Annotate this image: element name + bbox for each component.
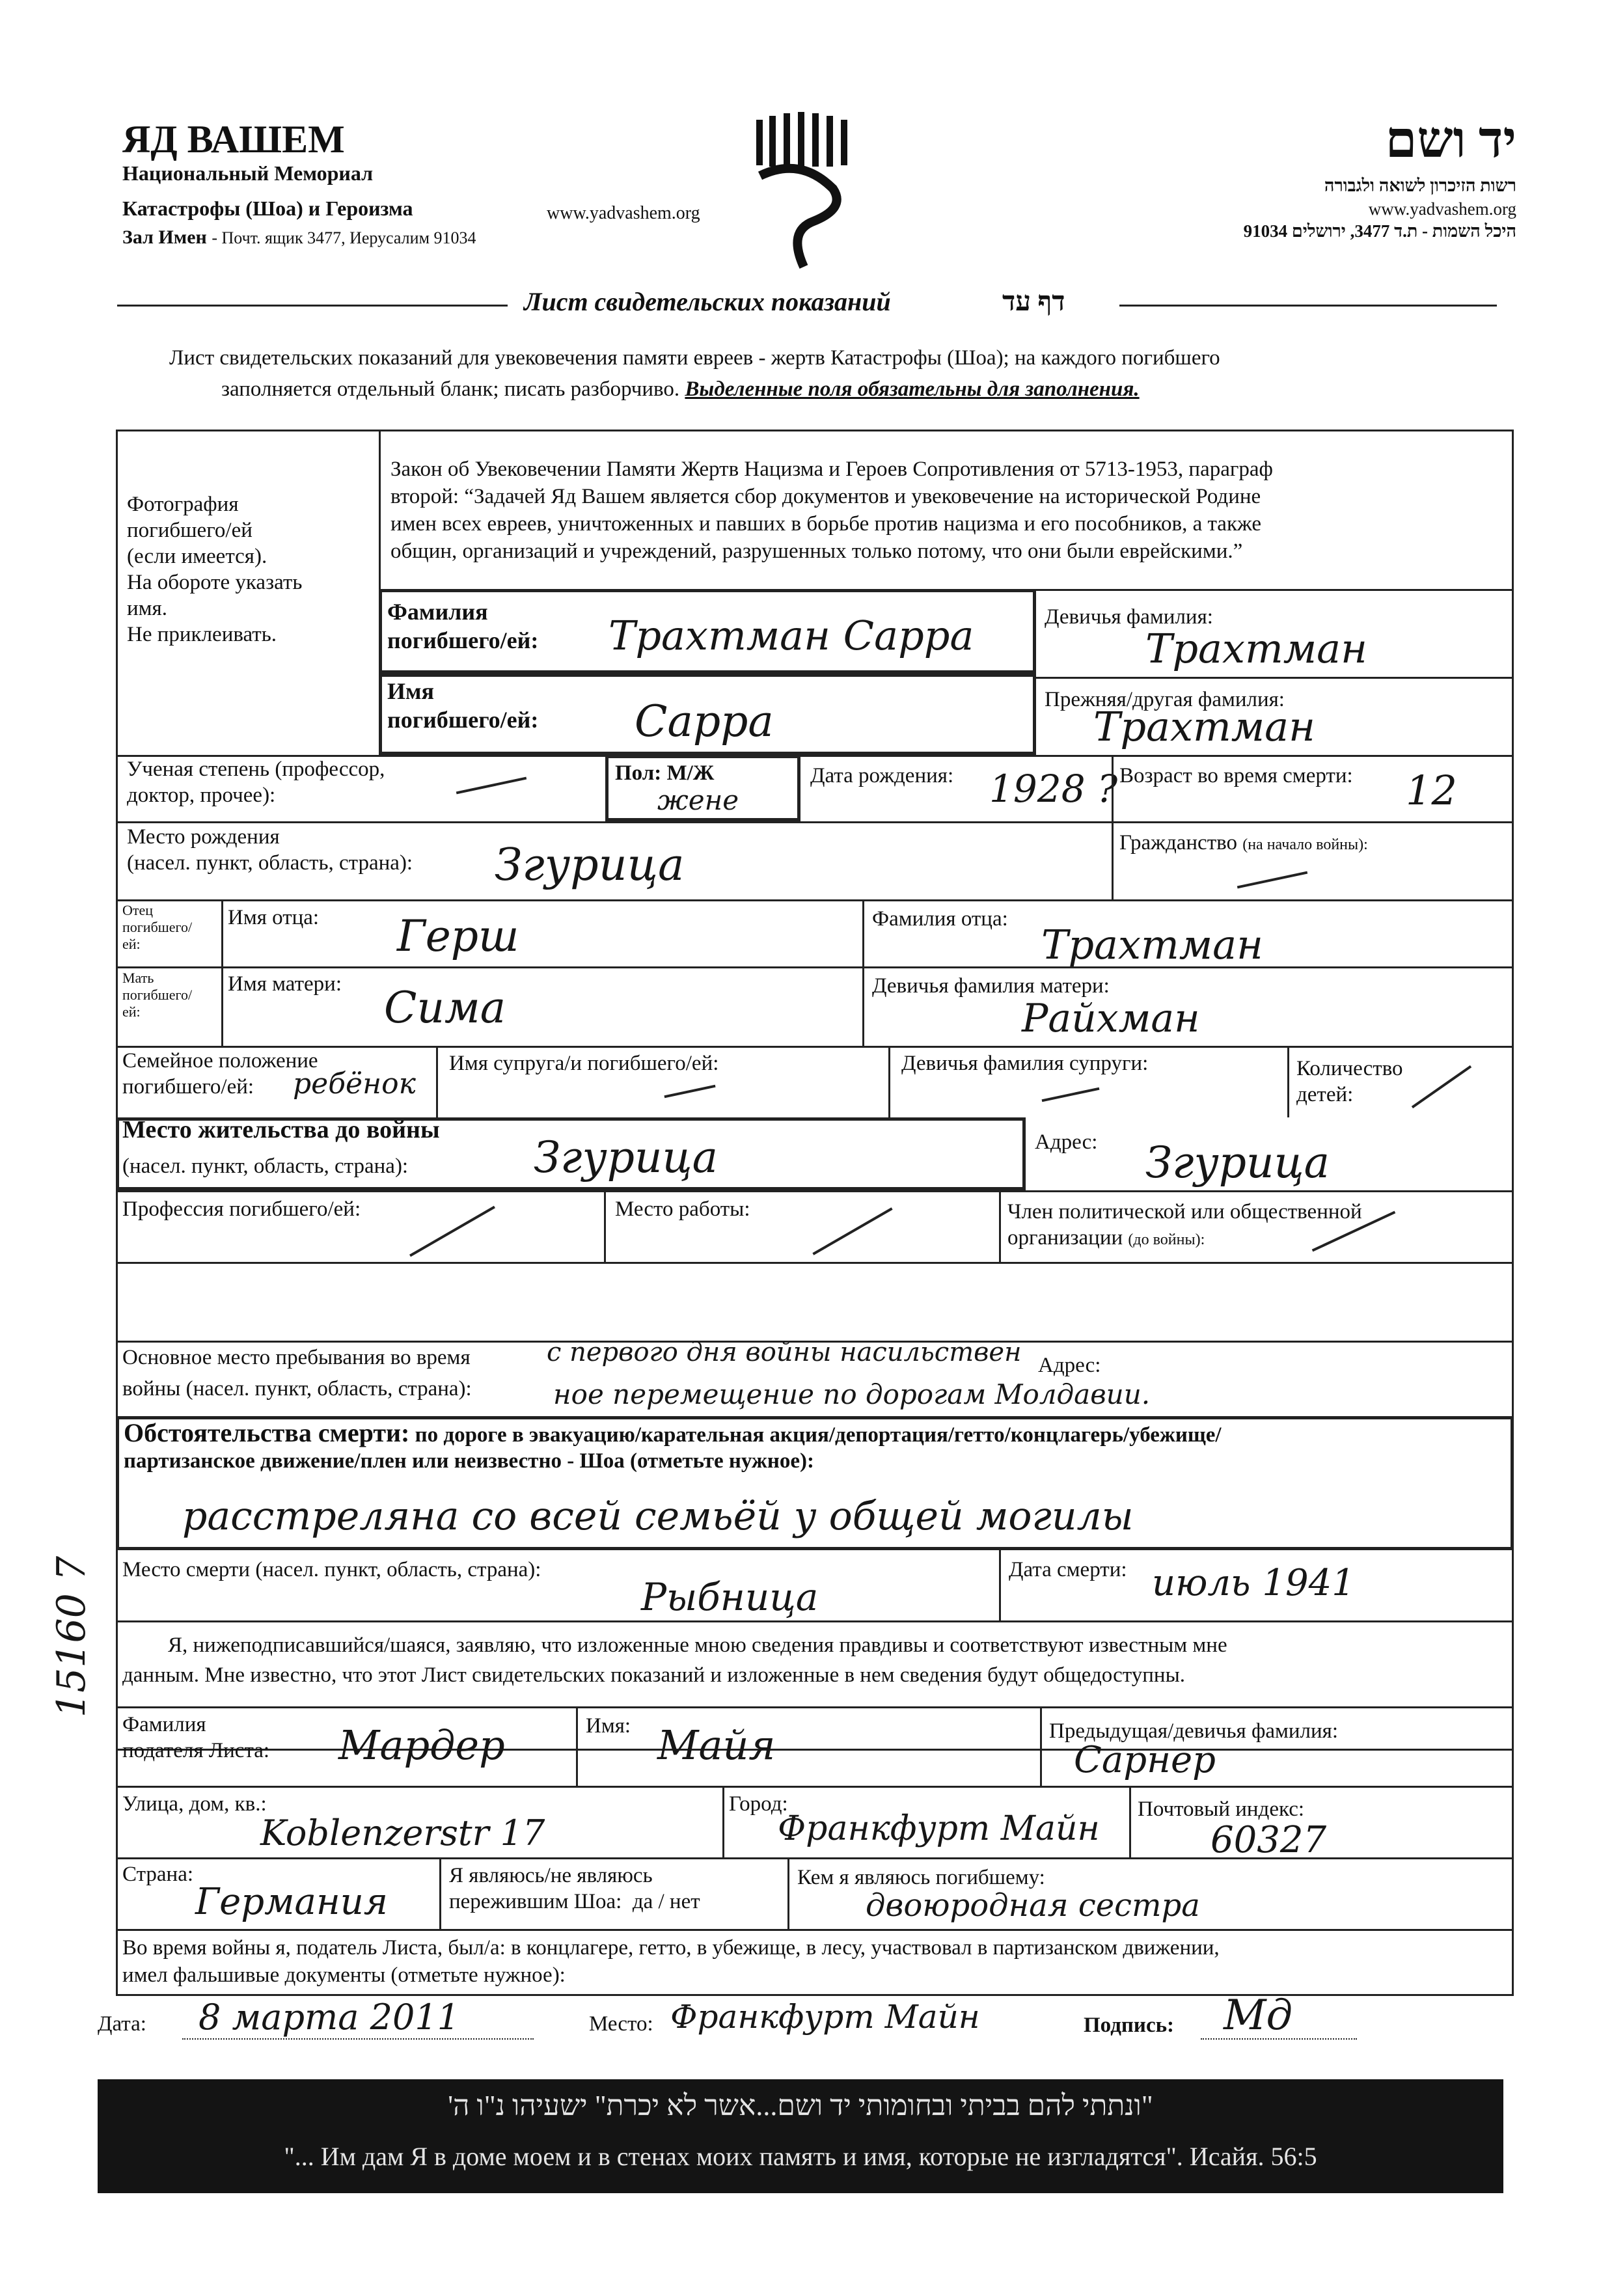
signature-underline: [1201, 2038, 1357, 2040]
wartime-label: Основное место пребывания во время войны (насел. пункт, область, страна):: [122, 1346, 472, 1401]
row-rule-4: [116, 899, 1514, 901]
he-line-1: רשות הזיכרון לשואה ולגבורה: [1324, 176, 1516, 195]
marital-value[interactable]: ребёнок: [293, 1067, 416, 1100]
death-date-label: Дата смерти:: [1009, 1558, 1127, 1581]
residence-value[interactable]: Згурица: [534, 1132, 718, 1182]
country-label: Страна:: [122, 1863, 194, 1886]
sub-rule-1: [116, 1786, 1514, 1788]
circumstances-label: Обстоятельства смерти: по дороге в эвакуацию/карательная акция/депортация/гетто/концлагерь/убежище/ партизанское движение/плен или неизвестно - Шоа (отметьте нужное):: [124, 1418, 1222, 1473]
work-divider: [604, 1190, 606, 1262]
maiden-name-value[interactable]: Трахтман: [1145, 625, 1367, 672]
submitter-surname-label: Фамилия подателя Листа:: [122, 1713, 270, 1762]
org-address-ru: - Почт. ящик 3477, Иерусалим 91034: [212, 228, 476, 247]
residence-label: Место жительства до войны: [122, 1116, 440, 1143]
father-surname-label: Фамилия отца:: [872, 907, 1008, 931]
father-side-divider: [221, 899, 223, 1046]
prev-surname-value[interactable]: Трахтман: [1093, 703, 1315, 750]
residence-sub-label: (насел. пункт, область, страна):: [122, 1155, 409, 1178]
victim-surname-label: Фамилия погибшего/ей:: [387, 599, 539, 653]
spouse-name-label: Имя супруга/и погибшего/ей:: [449, 1052, 719, 1075]
org-name-ru: ЯД ВАШЕМ: [122, 118, 345, 161]
row-rule-5: [116, 966, 1514, 968]
victim-surname-value[interactable]: Трахтман Сарра: [609, 612, 974, 659]
relation-value[interactable]: двоюродная сестра: [866, 1887, 1200, 1924]
submitter-surname-value[interactable]: Мардер: [338, 1721, 505, 1769]
zip-divider: [1129, 1786, 1131, 1857]
org-line-3: [122, 226, 476, 249]
signature-label: Подпись:: [1084, 2014, 1175, 2037]
hall-of-names: Зал Имен: [122, 226, 207, 248]
url-left[interactable]: www.yadvashem.org: [547, 203, 700, 223]
org-line-1: Национальный Мемориал: [122, 161, 374, 185]
spouse-maiden-divider: [888, 1046, 890, 1117]
citizenship-label: Гражданство (на начало войны):: [1119, 831, 1368, 854]
citizenship-divider: [1112, 821, 1114, 899]
death-date-value[interactable]: июль 1941: [1152, 1562, 1355, 1604]
country-value[interactable]: Германия: [195, 1881, 388, 1923]
banner-hebrew: "ונתתי להם בביתי ובחומותי יד ושם...אשר לא יכרת" ישעיהו נ"ו ה': [448, 2090, 1153, 2122]
birthplace-label: Место рождения (насел. пункт, область, страна):: [127, 825, 413, 875]
zip-value[interactable]: 60327: [1210, 1819, 1327, 1861]
row-rule-3: [116, 821, 1514, 823]
row-rule-7: [116, 1190, 1514, 1192]
street-label: Улица, дом, кв.:: [122, 1792, 267, 1816]
survivor-options[interactable]: да / нет: [632, 1890, 700, 1913]
submitter-name-divider: [576, 1706, 578, 1786]
profession-label: Профессия погибшего/ей:: [122, 1197, 361, 1221]
relation-divider: [787, 1857, 789, 1929]
war-status-text: Во время войны я, податель Листа, был/а: в концлагере, гетто, в убежище, в лесу, участвовал в партизанском движении, имел фальшивые документы (отметьте нужное):: [122, 1936, 1220, 1987]
relation-label: Кем я являюсь погибшему:: [797, 1866, 1045, 1889]
submitter-name-label: Имя:: [586, 1714, 631, 1738]
address-value[interactable]: Згурица: [1145, 1138, 1330, 1188]
sex-label: Пол: М/Ж: [615, 761, 715, 785]
member-label: Член политической или общественной организации (до войны):: [1007, 1200, 1362, 1250]
row-rule-1: [1036, 677, 1514, 679]
age-divider: [1112, 755, 1114, 821]
age-value[interactable]: 12: [1406, 767, 1457, 814]
date-label: Дата:: [98, 2012, 146, 2036]
mother-side-label: Мать погибшего/ ей:: [122, 970, 193, 1020]
street-value[interactable]: Koblenzerstr 17: [260, 1812, 545, 1853]
father-name-label: Имя отца:: [228, 906, 320, 929]
father-name-value[interactable]: Герш: [397, 911, 519, 961]
signature-value[interactable]: Мд: [1224, 1991, 1293, 2040]
children-divider: [1287, 1046, 1289, 1117]
mother-maiden-label: Девичья фамилия матери:: [872, 974, 1110, 998]
marital-label: Семейное положение погибшего/ей:: [122, 1049, 318, 1099]
row-rule-8: [116, 1262, 1514, 1264]
survivor-label: Я являюсь/не являюсь пережившим Шоа: да / нет: [449, 1864, 700, 1913]
death-place-value[interactable]: Рыбница: [641, 1575, 819, 1619]
mother-name-value[interactable]: Сима: [384, 983, 506, 1033]
law-text: Закон об Увековечении Памяти Жертв Нацизма и Героев Сопротивления от 5713-1953, параграф второй: “Задачей Яд Вашем является сбор документов и увековечение на исторической Родине имен всех евреев, уничтоженных и павших в борьбе против нацизма и его пособников, а также общин, организаций и учреждений, разрушенных только потому, что они были еврейскими.”: [390, 458, 1273, 563]
sub-rule-2: [116, 1857, 1514, 1859]
date-value[interactable]: 8 марта 2011: [198, 1997, 460, 2038]
declaration-text: Я, нижеподписавшийся/шаяся, заявляю, что изложенные мною сведения правдивы и соответствуют известным мне данным. Мне известно, что этот Лист свидетельских показаний и изложенные в нем сведения будут общедоступны.: [122, 1633, 1227, 1687]
zip-label: Почтовый индекс:: [1138, 1797, 1305, 1821]
date-underline: [182, 2038, 534, 2040]
maiden-name-label: Девичья фамилия:: [1045, 605, 1213, 629]
children-label: Количество детей:: [1296, 1057, 1403, 1106]
place-value[interactable]: Франкфурт Майн: [670, 1998, 980, 2036]
row-rule-6: [116, 1046, 1514, 1048]
city-value[interactable]: Франкфурт Майн: [778, 1809, 1100, 1848]
death-place-label: Место смерти (насел. пункт, область, страна):: [122, 1558, 541, 1581]
row-rule-10: [116, 1620, 1514, 1622]
yad-vashem-logo: [755, 111, 853, 273]
victim-name-label: Имя погибшего/ей:: [387, 678, 539, 733]
title-rule-right: [1119, 305, 1497, 307]
intro-line-1: Лист свидетельских показаний для увековечения памяти евреев - жертв Катастрофы (Шоа); на каждого погибшего: [169, 346, 1220, 370]
title-rule-left: [117, 305, 508, 307]
city-label: Город:: [729, 1792, 788, 1816]
dob-value[interactable]: 1928 ?: [989, 767, 1118, 811]
place-label: Место:: [589, 2012, 653, 2036]
death-date-divider: [999, 1550, 1001, 1620]
submitter-prev-label: Предыдущая/девичья фамилия:: [1049, 1719, 1339, 1743]
sub-rule-3: [116, 1929, 1514, 1931]
intro-line-2: [221, 376, 1140, 402]
address-label: Адрес:: [1035, 1130, 1098, 1154]
url-right[interactable]: www.yadvashem.org: [1368, 199, 1516, 219]
spouse-maiden-label: Девичья фамилия супруги:: [901, 1052, 1149, 1075]
org-name-he: יד ושם: [1385, 111, 1516, 168]
submitter-name-value[interactable]: Майя: [657, 1721, 776, 1769]
degree-label: Ученая степень (профессор, доктор, прочее):: [127, 758, 385, 807]
survivor-divider: [439, 1857, 441, 1929]
submitter-prev-value[interactable]: Сарнер: [1074, 1739, 1216, 1781]
work-label: Место работы:: [615, 1197, 750, 1221]
org-line-2: Катастрофы (Шоа) и Героизма: [122, 197, 413, 220]
father-side-label: Отец погибшего/ ей:: [122, 902, 193, 952]
intro-text: заполняется отдельный бланк; писать разборчиво.: [221, 377, 680, 401]
he-line-2: היכל השמות - ת.ד 3477, ירושלים 91034: [1243, 221, 1516, 241]
spouse-divider: [436, 1046, 438, 1117]
prev-surname-label: Прежняя/другая фамилия:: [1045, 688, 1285, 711]
wartime-value-2[interactable]: ное перемещение по дорогам Молдавии.: [553, 1378, 1151, 1410]
city-divider: [722, 1786, 724, 1857]
father-surname-value[interactable]: Трахтман: [1041, 921, 1263, 968]
father-surname-divider: [862, 899, 864, 1046]
photo-note: Фотография погибшего/ей (если имеется). На обороте указать имя. Не приклеивать.: [127, 493, 303, 646]
mother-name-label: Имя матери:: [228, 972, 342, 996]
form-title-he: דף עד: [1002, 287, 1065, 317]
mother-maiden-value[interactable]: Райхман: [1022, 996, 1200, 1041]
age-label: Возраст во время смерти:: [1119, 764, 1353, 787]
member-divider: [999, 1190, 1001, 1262]
submitter-prev-divider: [1040, 1706, 1042, 1786]
birthplace-value[interactable]: Згурица: [495, 840, 685, 891]
sex-value[interactable]: жене: [657, 784, 739, 816]
circumstances-value[interactable]: расстреляна со всей семьёй у общей могилы: [182, 1494, 1134, 1539]
wartime-address-label: Адрес:: [1038, 1354, 1101, 1377]
dob-label: Дата рождения:: [810, 764, 954, 787]
intro-required-note: Выделенные поля обязательны для заполнения.: [685, 377, 1140, 401]
wartime-value-1[interactable]: с первого дня войны насильствен: [547, 1337, 1022, 1367]
side-archive-number: 15160 7: [49, 1555, 94, 1718]
victim-name-value[interactable]: Сарра: [635, 696, 774, 746]
form-title: Лист свидетельских показаний: [524, 287, 891, 316]
banner-russian: "... Им дам Я в доме моем и в стенах моих память и имя, которые не изгладятся". Исайя. 56:5: [284, 2142, 1317, 2171]
